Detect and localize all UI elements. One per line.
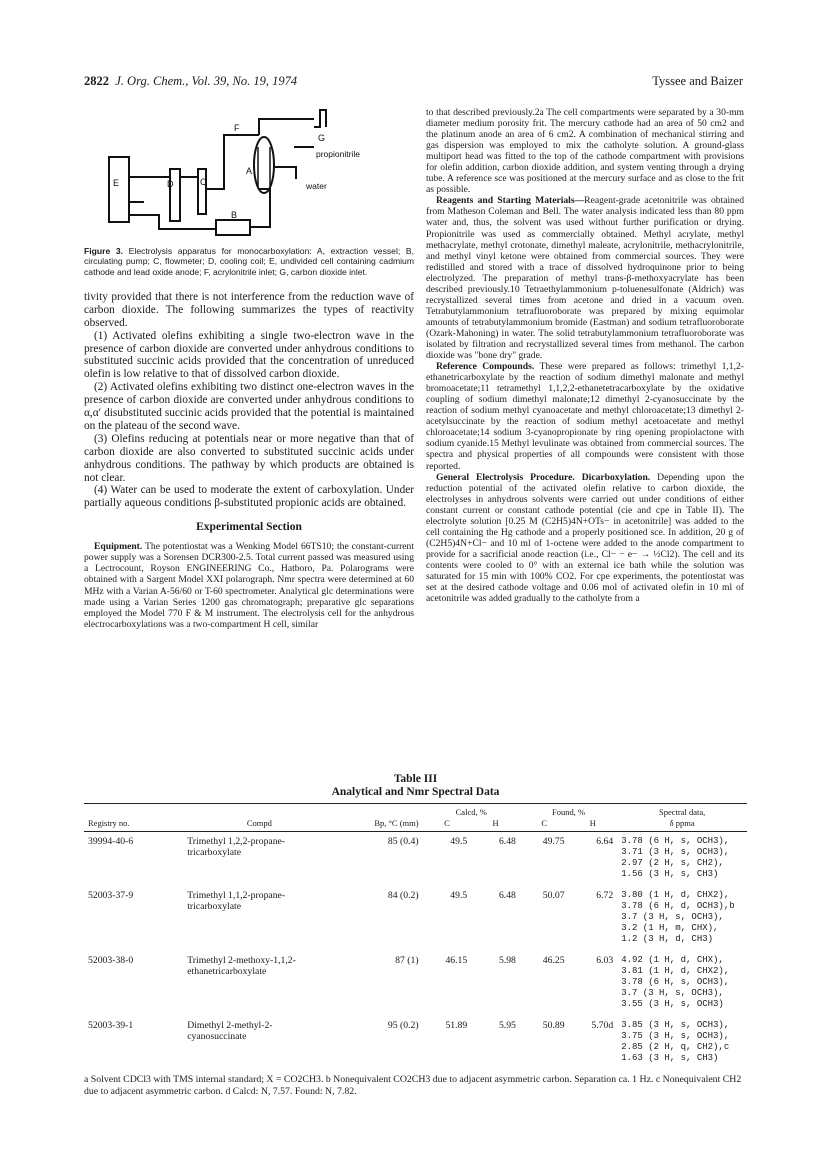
caption-text: Electrolysis apparatus for monocarboxylation: A, extraction vessel; B, circulating pump; C, flowmeter; D, cooling coil; E, undivided cell containing cadmium cathode and lead oxide anode; F, acrylonitrile inlet; G, carbon dioxide inlet. [84, 246, 414, 277]
label-b: B [231, 210, 238, 220]
label-g: G [318, 133, 326, 143]
col-header: H [471, 818, 520, 832]
col-header: Bp, °C (mm) [344, 818, 423, 832]
calcd-c: 46.15 [445, 955, 468, 966]
reference-text: These were prepared as follows: trimethyl 1,1,2-ethanetricarboxylate by the reaction of sodium dimethyl malonate and methyl bromoacetate;11 tetramethyl 1,1,2,2-ethanetetracarboxylate by the oxidative coupling of sodium dimethyl malonate;12 dimethyl 2-cyanosuccinate by the reaction of sodium methyl cyanoacetate and methyl chloroacetate;13 dimethyl 2-acetylsuccinate by the reaction of sodium methyl acetoacetate and methyl chloroacetate;14 sodium 3-cyanopropionate by ring opening propiolactone with sodium cyanide.15 Methyl levulinate was obtained from commercial sources. The spectra and physical properties of all compounds were consistent with those reported. [426, 361, 744, 472]
equipment-heading: Equipment. [94, 541, 143, 553]
found-h: 6.72 [596, 890, 614, 901]
calcd-c: 51.89 [445, 1020, 468, 1031]
paragraph: (4) Water can be used to moderate the extent of carboxylation. Under partially aqueous conditions β-substituted propionic acids are obtained. [84, 484, 414, 510]
reference-heading: Reference Compounds. [436, 361, 535, 373]
boiling-point: 87 (1) [395, 955, 419, 966]
caption-label: Figure 3. [84, 246, 124, 256]
table-iii [84, 773, 747, 1098]
label-c: C [200, 177, 207, 187]
left-body [84, 291, 414, 510]
table-row [84, 1010, 747, 1064]
table-row [84, 945, 747, 1010]
spectral-data: 3.85 (3 H, s, OCH3), 3.75 (3 H, s, OCH3), 2.85 (2 H, q, CH2),c 1.63 (3 H, s, CH3) [621, 1020, 730, 1063]
calcd-c: 49.5 [450, 890, 468, 901]
found-c: 50.07 [542, 890, 565, 901]
reference-paragraph [426, 361, 744, 471]
journal-citation: J. Org. Chem., Vol. 39, No. 19, 1974 [115, 74, 298, 88]
registry-number: 39994-40-6 [88, 836, 134, 847]
table-row [84, 880, 747, 945]
paragraph: tivity provided that there is not interference from the reduction wave of carbon dioxide. The following summarizes the types of reactivity observed. [84, 290, 414, 329]
label-f: F [234, 123, 240, 133]
compound-name: Trimethyl 1,1,2-propane- tricarboxylate [187, 890, 286, 912]
col-header: C [520, 818, 569, 832]
calcd-h: 6.48 [498, 890, 516, 901]
table-subtitle: Analytical and Nmr Spectral Data [331, 786, 500, 798]
procedure-paragraph [426, 472, 744, 605]
found-h: 6.03 [596, 955, 614, 966]
equipment-text: The potentiostat was a Wenking Model 66TS10; the constant-current power supply was a Sorensen DCR300-2.5. Total current passed was measured using a Lectrocount, Royson ENGINEERING Co., Hatboro, Pa. Polarograms were obtained with a Sargent Model XXI polarograph. Nmr spectra were determined at 60 MHz with a Varian A-56/60 or T-60 spectrometer. Analytical glc determinations were made using a Varian Series 1200 gas chromatograph; preparative glc separations employed the Model 770 F & M instrument. The electrolysis cell for the anhydrous electrocarboxylations was a two-compartment H cell, similar [84, 541, 414, 630]
calcd-h: 6.48 [498, 836, 516, 847]
calcd-h: 5.95 [498, 1020, 516, 1031]
col-header: C [423, 818, 472, 832]
paragraph: to that described previously.2a The cell compartments were separated by a 30-mm diameter medium porosity frit. The mercury cathode had an area of 50 cm2 and the platinum anode an area of 6 cm2. A combination of mechanical stirring and gas dispersion was employed to mix the catholyte solution. A ground-glass multiport head was fitted to the top of the cathode compartment with provisions for olefin addition, carbon dioxide addition, and system venting through a drying tube. A reference sce was positioned at the mercury surface and as close to the frit as possible. [426, 107, 744, 196]
found-c: 49.75 [542, 836, 565, 847]
right-column [426, 107, 744, 604]
figure-3 [84, 107, 414, 242]
compound-name: Trimethyl 1,2,2-propane- tricarboxylate [187, 836, 286, 858]
registry-number: 52003-38-0 [88, 955, 134, 966]
apparatus-diagram [84, 107, 414, 242]
page-header [84, 74, 743, 90]
calcd-c: 49.5 [450, 836, 468, 847]
col-header: H [569, 818, 618, 832]
extraction-vessel-a [254, 137, 274, 193]
reagents-paragraph [426, 195, 744, 361]
label-propionitrile: propionitrile [316, 149, 360, 159]
header-authors: Tyssee and Baizer [652, 74, 743, 88]
table-row [84, 832, 747, 881]
reagents-text: Reagent-grade acetonitrile was obtained from Matheson Coleman and Bell. The water analysis indicated less than 80 ppm water and, thus, the solvent was used without further purification or drying. Propionitrile was used as commercially obtained. Methyl acrylate, methyl methacrylate, methyl crotonate, dimethyl maleate, acrylonitrile, methacrylonitrile, and methyl vinyl ketone were obtained from commercial sources. They were redistilled and stored with a trace of dissolved hydroquinone prior to being electrolyzed. The preparation of methyl trans-β-methoxyacrylate has been described previously.10 Tetraethylammonium p-toluenesulfonate (Aldrich) was recrystallized several times from acetone and dried in a vacuum oven. Tetrabutylammonium tetrafluoroborate was prepared by mixing equimolar amounts of tetrabutylammonium bromide (Eastman) and sodium tetrafluoroborate (Ozark-Mahoning) in water. The solid tetrabutylammonium tetrafluoroborate was isolated by filtration and recrystallized several times from methanol. The carbon dioxide was "bone dry" grade. [426, 195, 745, 362]
procedure-text: Depending upon the reduction potential of the activated olefin relative to carbon dioxide, the electrolyses in anhydrous solvents were carried out under conditions of either constant current or constant cathode potential (cie and cpe in Table II). The electrolyte solution [0.25 M (C2H5)4N+OTs− in acetonitrile] was added to the cell containing the Hg cathode and a properly positioned sce. In addition, 20 g of (C2H5)4N+Cl− and 10 ml of 1-octene were added to the anode compartment to provide for a sacrificial anode reaction (i.e., Cl− − e− → ½Cl2). The cell and its contents were cooled to 0° with an external ice bath while the solution was saturated for 15 min with 100% CO2. For cpe experiments, the potentiostat was set at the desired cathode voltage and 0.06 mol of activated olefin in 10 ml of acetonitrile was added gradually to the catholyte from a [426, 471, 744, 605]
data-table [84, 803, 747, 1064]
section-heading: Experimental Section [196, 521, 302, 534]
table-footnote: a Solvent CDCl3 with TMS internal standard; X = CO2CH3. b Nonequivalent CO2CH3 due to adjacent asymmetric carbon. Separation ca. 1 Hz. c Nonequivalent CH2 due to adjacent asymmetric carbon. d Calcd: N, 7.57. Found: N, 7.82. [84, 1074, 742, 1097]
header-left [84, 74, 297, 89]
calcd-header: Calcd, % [423, 804, 520, 819]
col-header: Registry no. [84, 818, 175, 832]
compound-name: Trimethyl 2-methoxy-1,1,2- ethanetricarboxylate [187, 955, 296, 977]
compound-name: Dimethyl 2-methyl-2- cyanosuccinate [187, 1020, 273, 1042]
found-c: 50.89 [542, 1020, 565, 1031]
boiling-point: 84 (0.2) [387, 890, 419, 901]
boiling-point: 95 (0.2) [387, 1020, 419, 1031]
table-title: Table III [393, 773, 438, 785]
spectral-data: 4.92 (1 H, d, CHX), 3.81 (1 H, d, CHX2), 3.78 (6 H, s, OCH3), 3.7 (3 H, s, OCH3), 3.55 (3 H, s, OCH3) [621, 955, 730, 1009]
cell-e [109, 157, 129, 222]
label-water: water [306, 181, 327, 191]
found-c: 46.25 [542, 955, 565, 966]
label-a: A [246, 166, 253, 176]
found-h: 6.64 [596, 836, 614, 847]
boiling-point: 85 (0.4) [387, 836, 419, 847]
reagents-heading: Reagents and Starting Materials— [436, 195, 585, 207]
spectral-data: 3.80 (1 H, d, CHX2), 3.78 (6 H, d, OCH3),b 3.7 (3 H, s, OCH3), 3.2 (1 H, m, CHX), 1.2 (3 H, d, CH3) [621, 890, 735, 944]
cooling-coil-d [170, 169, 180, 221]
paragraph: (2) Activated olefins exhibiting two distinct one-electron waves in the presence of carbon dioxide are converted under anhydrous conditions to α,α′ disubstituted succinic acids provided that the potential is maintained on the plateau of the second wave. [84, 381, 414, 432]
procedure-heading: General Electrolysis Procedure. Dicarboxylation. [436, 471, 651, 483]
label-d: D [167, 179, 174, 189]
paragraph: (1) Activated olefins exhibiting a single two-electron wave in the presence of carbon dioxide are converted under anhydrous conditions to substituted succinic acids provided that the concentration of unreduced olefin is low relative to that of dissolved carbon dioxide. [84, 329, 414, 381]
found-h: 5.70d [591, 1020, 614, 1031]
spectral-units: δ ppma [617, 818, 747, 832]
label-e: E [113, 178, 120, 188]
registry-number: 52003-37-9 [88, 890, 134, 901]
figure-caption [84, 246, 414, 277]
equipment-paragraph [84, 541, 414, 629]
found-header: Found, % [520, 804, 617, 819]
page-number: 2822 [84, 74, 109, 88]
paragraph: (3) Olefins reducing at potentials near or more negative than that of carbon dioxide are also converted to substituted succinic acids under anhydrous conditions. The pathway by which products are obtained is not clear. [84, 432, 414, 484]
pump-b [216, 220, 250, 235]
col-header: Compd [175, 818, 343, 832]
spectral-header: Spectral data, [617, 804, 747, 819]
spectral-data: 3.78 (6 H, s, OCH3), 3.71 (3 H, s, OCH3), 2.97 (2 H, s, CH2), 1.56 (3 H, s, CH3) [621, 836, 730, 879]
registry-number: 52003-39-1 [88, 1020, 134, 1031]
calcd-h: 5.98 [498, 955, 516, 966]
flowmeter-c [198, 169, 206, 214]
left-column [84, 107, 414, 630]
